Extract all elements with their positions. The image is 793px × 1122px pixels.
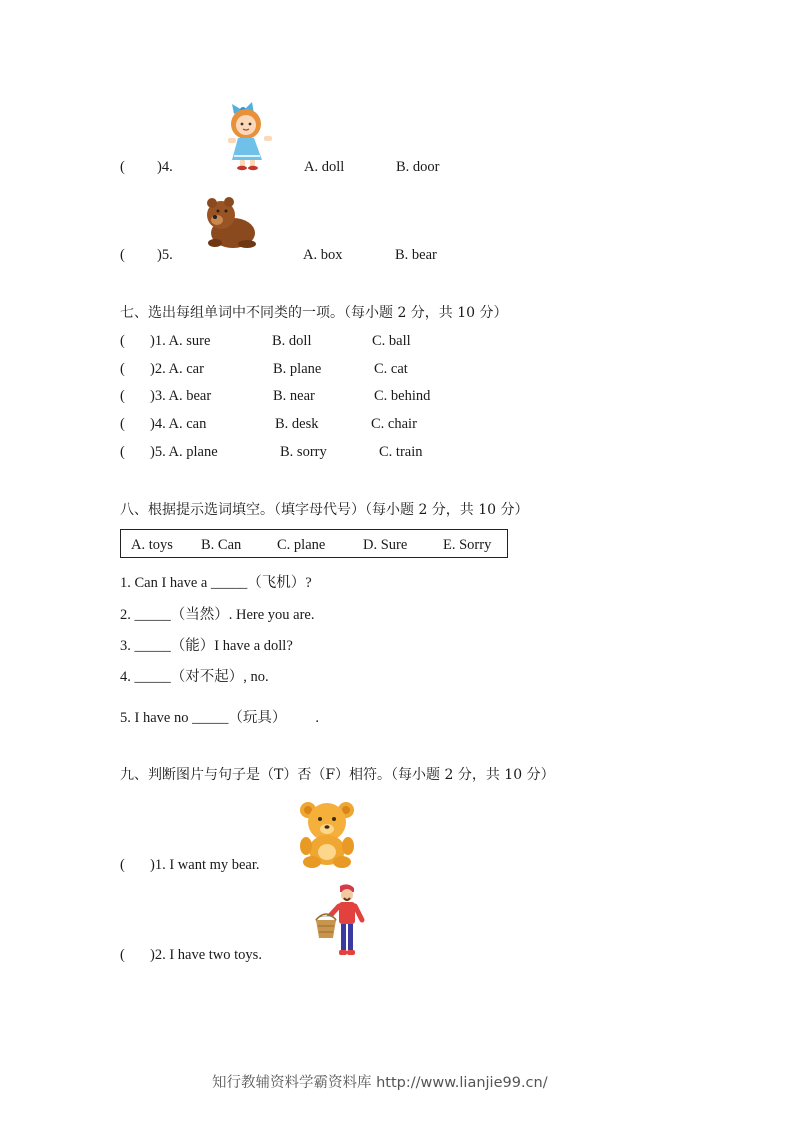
s7-row2-a: )2. A. car: [150, 361, 204, 377]
section9-title: 九、判断图片与句子是（T）否（F）相符。（每小题 2 分，共 10 分）: [120, 767, 555, 783]
bear-icon: [203, 195, 261, 249]
s7-row2-c: C. cat: [374, 361, 408, 377]
s7-row4-b: B. desk: [275, 416, 319, 432]
s7-row3-b: B. near: [273, 388, 315, 404]
s8-sentence-3: 3. _____（能）I have a doll?: [120, 638, 293, 654]
s7-row3-a: )3. A. bear: [150, 388, 212, 404]
q5-paren-open: (: [120, 247, 125, 263]
s7-row1-a: )1. A. sure: [150, 333, 211, 349]
s7-row3-c: C. behind: [374, 388, 431, 404]
q4-option-b: B. door: [396, 159, 440, 175]
q4-paren-open: (: [120, 159, 125, 175]
s7-row5-c: C. train: [379, 444, 423, 460]
section7-title: 七、选出每组单词中不同类的一项。（每小题 2 分，共 10 分）: [120, 305, 508, 321]
word-bank-option-d: D. Sure: [363, 537, 408, 553]
s7-row1-c: C. ball: [372, 333, 411, 349]
s7-row5-paren: (: [120, 444, 125, 460]
s7-row2-b: B. plane: [273, 361, 322, 377]
q5-option-b: B. bear: [395, 247, 437, 263]
s9-row1-text: )1. I want my bear.: [150, 857, 260, 873]
s9-row1-paren: (: [120, 857, 125, 873]
word-bank-option-a: A. toys: [131, 537, 173, 553]
s8-sentence-4: 4. _____（对不起）, no.: [120, 669, 269, 685]
s8-sentence-1: 1. Can I have a _____（飞机）?: [120, 575, 312, 591]
s8-sentence-5: 5. I have no _____（玩具） .: [120, 710, 319, 726]
doll-icon: [222, 98, 274, 170]
person-with-basket-icon: [312, 882, 368, 960]
s7-row4-c: C. chair: [371, 416, 417, 432]
q4-option-a: A. doll: [304, 159, 345, 175]
s7-row2-paren: (: [120, 361, 125, 377]
word-bank-option-b: B. Can: [201, 537, 242, 553]
word-bank-option-e: E. Sorry: [443, 537, 492, 553]
s7-row1-paren: (: [120, 333, 125, 349]
s9-row2-text: )2. I have two toys.: [150, 947, 262, 963]
q5-number: )5.: [157, 247, 173, 263]
s7-row5-b: B. sorry: [280, 444, 327, 460]
s7-row1-b: B. doll: [272, 333, 312, 349]
s9-row2-paren: (: [120, 947, 125, 963]
teddy-bear-icon: [298, 800, 356, 868]
footer-watermark: 知行教辅资料学霸资料库 http://www.lianjie99.cn/: [212, 1075, 548, 1091]
s7-row4-paren: (: [120, 416, 125, 432]
word-bank-option-c: C. plane: [277, 537, 326, 553]
section8-title: 八、根据提示选词填空。（填字母代号）（每小题 2 分，共 10 分）: [120, 502, 529, 518]
s7-row4-a: )4. A. can: [150, 416, 207, 432]
s7-row3-paren: (: [120, 388, 125, 404]
s7-row5-a: )5. A. plane: [150, 444, 218, 460]
q5-option-a: A. box: [303, 247, 343, 263]
q4-number: )4.: [157, 159, 173, 175]
s8-sentence-2: 2. _____（当然）. Here you are.: [120, 607, 315, 623]
